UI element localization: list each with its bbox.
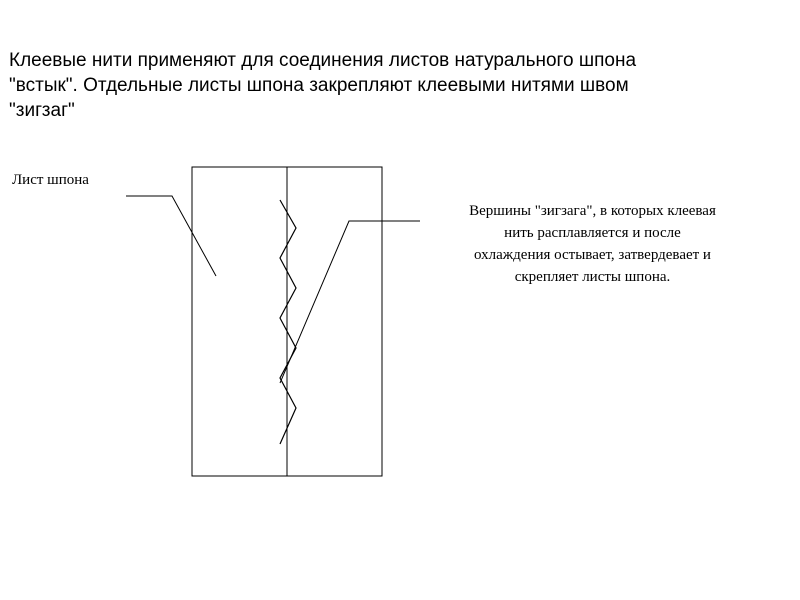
heading-line-2: "встык". Отдельные листы шпона закрепляют клеевыми нитями швом	[9, 75, 629, 96]
sheet-label: Лист шпона	[12, 172, 89, 188]
sheet-label-leader	[126, 196, 216, 276]
vertex-note-line-4: скрепляет листы шпона.	[514, 269, 671, 285]
heading-line-1: Клеевые нити применяют для соединения листов натурального шпона	[9, 50, 637, 71]
vertex-note-line-2: нить расплавляется и после	[504, 225, 681, 241]
vertex-note	[415, 200, 770, 288]
heading-line-3: "зигзаг"	[9, 100, 75, 121]
vertex-note-line-3: охлаждения остывает, затвердевает и	[474, 247, 711, 263]
vertex-note-leader	[280, 221, 420, 383]
vertex-note-line-1: Вершины "зигзага", в которых клеевая	[469, 203, 716, 219]
zigzag-glue-thread	[280, 200, 296, 444]
